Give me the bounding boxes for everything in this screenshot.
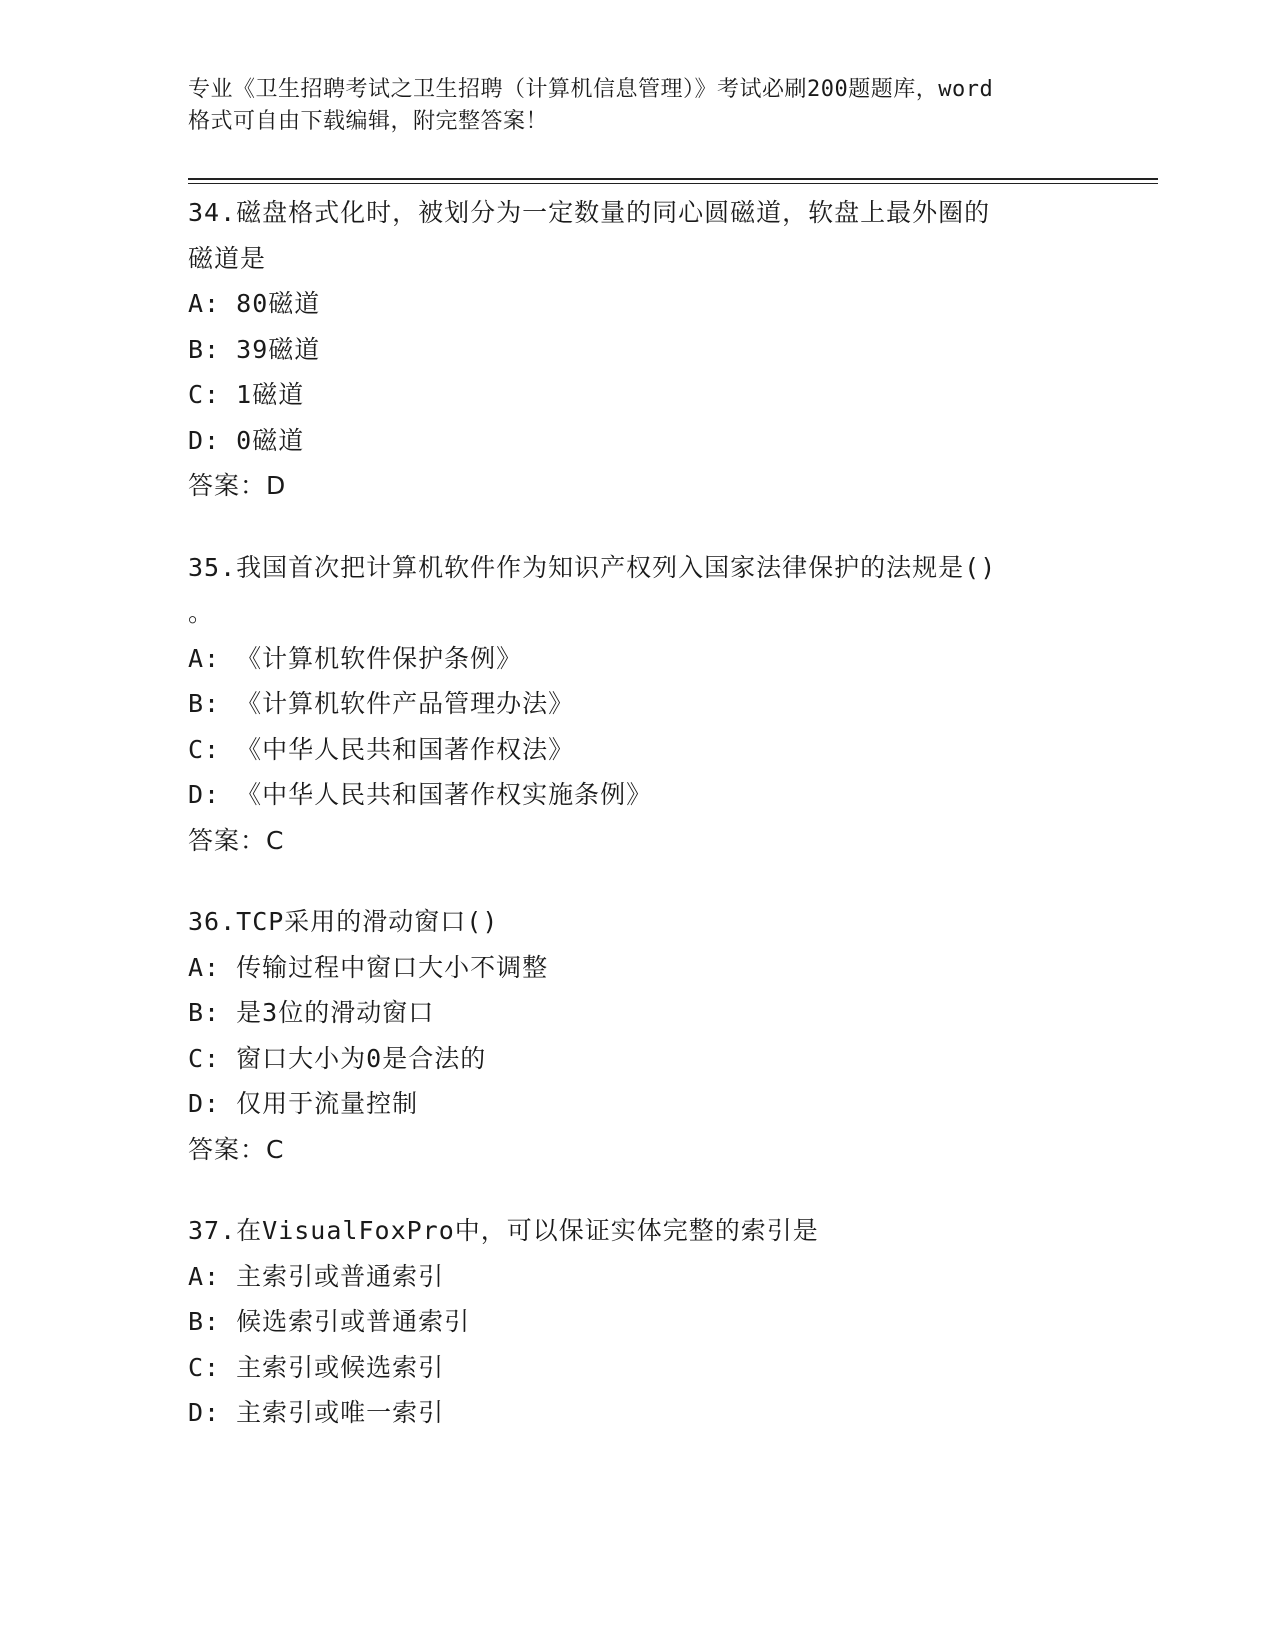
answer-option: C: 《中华人民共和国著作权法》 <box>188 734 575 764</box>
question-block <box>188 545 1088 864</box>
question-list <box>188 190 1088 1472</box>
question-stem: 35.我国首次把计算机软件作为知识产权列入国家法律保护的法规是() <box>188 552 997 582</box>
answer-option: D: 《中华人民共和国著作权实施条例》 <box>188 780 653 809</box>
answer-option: C: 主索引或候选索引 <box>188 1352 445 1382</box>
answer-key: 答案：C <box>188 825 285 855</box>
header-line-1: 专业《卫生招聘考试之卫生招聘（计算机信息管理）》考试必刷200题题库，word <box>188 77 994 102</box>
answer-option: C: 1磁道 <box>188 380 305 409</box>
answer-option: A: 80磁道 <box>188 289 321 318</box>
answer-option: B: 是3位的滑动窗口 <box>188 998 435 1027</box>
answer-option: D: 主索引或唯一索引 <box>188 1398 445 1427</box>
header-divider-thick <box>188 178 1158 180</box>
answer-option: A: 《计算机软件保护条例》 <box>188 643 523 673</box>
question-block <box>188 899 1088 1172</box>
answer-option: D: 仅用于流量控制 <box>188 1089 419 1118</box>
question-stem: 。 <box>188 598 215 627</box>
answer-option: A: 主索引或普通索引 <box>188 1261 445 1291</box>
answer-option: B: 39磁道 <box>188 334 321 364</box>
answer-key: 答案：D <box>188 471 287 500</box>
question-stem: 磁道是 <box>188 243 267 273</box>
document-header <box>188 74 1088 138</box>
answer-option: A: 传输过程中窗口大小不调整 <box>188 952 549 982</box>
question-stem: 36.TCP采用的滑动窗口() <box>188 907 499 936</box>
header-line-2: 格式可自由下载编辑，附完整答案！ <box>188 109 549 134</box>
question-stem: 37.在VisualFoxPro中，可以保证实体完整的索引是 <box>188 1216 819 1245</box>
question-block <box>188 190 1088 509</box>
question-block <box>188 1208 1088 1436</box>
answer-option: B: 《计算机软件产品管理办法》 <box>188 689 575 718</box>
answer-option: D: 0磁道 <box>188 425 305 455</box>
answer-option: C: 窗口大小为0是合法的 <box>188 1043 487 1073</box>
question-stem: 34.磁盘格式化时，被划分为一定数量的同心圆磁道，软盘上最外圈的 <box>188 198 991 227</box>
answer-key: 答案：C <box>188 1134 285 1164</box>
answer-option: B: 候选索引或普通索引 <box>188 1307 471 1336</box>
header-divider-thin <box>188 183 1158 184</box>
